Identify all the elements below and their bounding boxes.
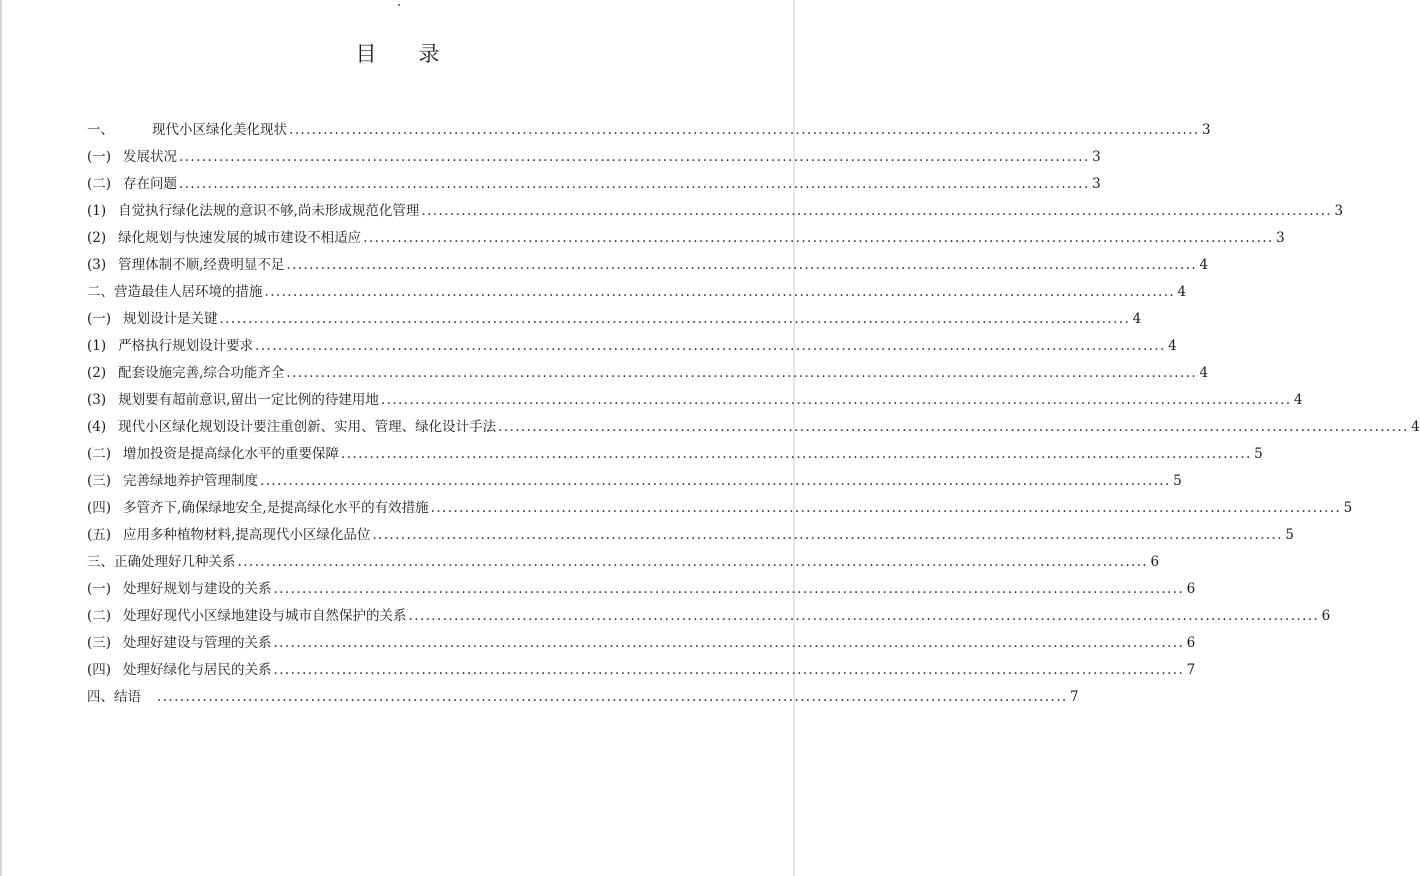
toc-entry-page-number: 5: [1343, 500, 1353, 516]
toc-entry-page-number: 4: [1168, 338, 1177, 354]
toc-dot-leader: ................................................................................................................................................................: [498, 419, 1409, 435]
toc-entry[interactable]: [87, 658, 1196, 685]
toc-entry[interactable]: [87, 496, 1353, 523]
toc-entry[interactable]: [87, 388, 1303, 415]
toc-entry-page-number: 4: [1293, 392, 1303, 408]
toc-entry-label: 处理好规划与建设的关系: [123, 581, 272, 597]
toc-entry-label: 应用多种植物材料,提高现代小区绿化品位: [123, 527, 371, 543]
toc-entry-page-number: 6: [1321, 608, 1331, 624]
toc-dot-leader: ................................................................................................................................................................: [286, 365, 1198, 381]
toc-dot-leader: ................................................................................................................................................................: [286, 257, 1198, 273]
toc-dot-leader: ................................................................................................................................................................: [273, 581, 1185, 597]
toc-entry[interactable]: [87, 685, 1079, 712]
toc-entry-label: 存在问题: [123, 176, 178, 192]
toc-entry-number: (五): [87, 527, 112, 543]
toc-entry-label: 自觉执行绿化法规的意识不够,尚未形成规范化管理: [118, 203, 420, 219]
toc-dot-leader: ................................................................................................................................................................: [179, 176, 1090, 192]
toc-entry-number: (一): [87, 581, 112, 597]
toc-entry-label: 现代小区绿化规划设计要注重创新、实用、管理、绿化设计手法: [118, 419, 497, 435]
toc-entry-number: (1): [87, 338, 107, 354]
toc-entry-number: (4): [87, 419, 107, 435]
toc-entry-number: (3): [87, 392, 107, 408]
toc-entry[interactable]: [87, 442, 1263, 469]
toc-dot-leader: ................................................................................................................................................................: [260, 473, 1171, 489]
toc-entry-number: (二): [87, 446, 112, 462]
toc-entry-label: 严格执行规划设计要求: [118, 338, 254, 354]
toc-entry-number: 一、: [87, 122, 114, 138]
toc-entry-number: 四、: [87, 689, 114, 705]
toc-dot-leader: ................................................................................................................................................................: [430, 500, 1342, 516]
toc-entry-number: (一): [87, 149, 112, 165]
toc-entry[interactable]: [87, 361, 1209, 388]
page-title: 目录: [355, 42, 482, 66]
toc-entry[interactable]: [87, 469, 1182, 496]
toc-entry-page-number: 6: [1186, 581, 1196, 597]
toc-entry-page-number: 4: [1177, 284, 1187, 300]
toc-entry[interactable]: [87, 415, 1420, 442]
toc-entry-page-number: 3: [1092, 176, 1101, 192]
toc-dot-leader: ................................................................................................................................................................: [372, 527, 1283, 543]
toc-entry-label: 规划要有超前意识,留出一定比例的待建用地: [118, 392, 379, 408]
toc-entry[interactable]: [87, 523, 1294, 550]
toc-entry[interactable]: [87, 172, 1101, 199]
toc-entry-number: (二): [87, 176, 112, 192]
toc-entry[interactable]: [87, 577, 1196, 604]
toc-entry-page-number: 6: [1186, 635, 1196, 651]
toc-entry-number: (1): [87, 203, 107, 219]
toc-entry-label: 处理好建设与管理的关系: [123, 635, 272, 651]
toc-entry-label: 营造最佳人居环境的措施: [114, 284, 263, 300]
toc-entry-page-number: 3: [1092, 149, 1101, 165]
toc-dot-leader: ................................................................................................................................................................: [179, 149, 1090, 165]
toc-entry-label: 结语: [114, 689, 141, 705]
toc-dot-leader: ................................................................................................................................................................: [255, 338, 1166, 354]
toc-entry-number: (2): [87, 230, 107, 246]
toc-entry[interactable]: [87, 226, 1285, 253]
toc-entry-label: 处理好绿化与居民的关系: [123, 662, 272, 678]
toc-entry-label: 完善绿地养护管理制度: [123, 473, 259, 489]
toc-dot-leader: ................................................................................................................................................................: [264, 284, 1176, 300]
toc-entry-number: (二): [87, 608, 112, 624]
toc-entry[interactable]: [87, 604, 1331, 631]
toc-entry-number: 二、: [87, 284, 114, 300]
toc-entry[interactable]: [87, 280, 1187, 307]
toc-entry-page-number: 7: [1186, 662, 1196, 678]
toc-entry-label: 规划设计是关键: [123, 311, 218, 327]
toc-entry-label: 处理好现代小区绿地建设与城市自然保护的关系: [123, 608, 407, 624]
toc-entry-page-number: 7: [1070, 689, 1079, 705]
toc-entry-page-number: 4: [1132, 311, 1142, 327]
toc-entry-label: 管理体制不顺,经费明显不足: [118, 257, 285, 273]
toc-dot-leader: ................................................................................................................................................................: [219, 311, 1131, 327]
toc-entry-number: (2): [87, 365, 107, 381]
toc-entry-page-number: 4: [1199, 365, 1209, 381]
toc-entry-page-number: 3: [1276, 230, 1285, 246]
toc-entry-label: 绿化规划与快速发展的城市建设不相适应: [118, 230, 362, 246]
toc-entry-page-number: 3: [1202, 122, 1211, 138]
toc-dot-leader: ................................................................................................................................................................: [363, 230, 1274, 246]
page-edge-left: [0, 0, 2, 876]
toc-entry-page-number: 4: [1411, 419, 1420, 435]
toc-dot-leader: ................................................................................................................................................................: [273, 635, 1185, 651]
toc-entry[interactable]: [87, 118, 1211, 145]
toc-dot-leader: ................................................................................................................................................................: [237, 554, 1149, 570]
toc-dot-leader: ................................................................................................................................................................: [380, 392, 1292, 408]
toc-dot-leader: ................................................................................................................................................................: [273, 662, 1185, 678]
toc-entry[interactable]: [87, 631, 1196, 658]
toc-entry-page-number: 5: [1285, 527, 1294, 543]
toc-entry[interactable]: [87, 334, 1177, 361]
toc-entry-number: (四): [87, 500, 112, 516]
toc-entry[interactable]: [87, 253, 1209, 280]
toc-entry-page-number: 5: [1254, 446, 1263, 462]
page-marker-dot: [398, 4, 400, 6]
toc-entry-label: 现代小区绿化美化现状: [152, 122, 287, 138]
toc-dot-leader: ................................................................................................................................................................: [421, 203, 1333, 219]
toc-entry-page-number: 5: [1173, 473, 1182, 489]
toc-entry-number: 三、: [87, 554, 114, 570]
toc-dot-leader: ................................................................................................................................................................: [289, 122, 1200, 138]
toc-entry-page-number: 3: [1334, 203, 1344, 219]
toc-entry-label: 正确处理好几种关系: [114, 554, 236, 570]
toc-dot-leader: ................................................................................................................................................................: [408, 608, 1320, 624]
toc-entry-page-number: 6: [1150, 554, 1160, 570]
toc-entry-number: (3): [87, 257, 107, 273]
toc-entry-number: (三): [87, 635, 112, 651]
toc-entry[interactable]: [87, 550, 1160, 577]
table-of-contents: [87, 118, 1420, 712]
toc-entry-number: (三): [87, 473, 112, 489]
toc-entry[interactable]: [87, 307, 1142, 334]
toc-entry-number: (一): [87, 311, 112, 327]
toc-entry-number: (四): [87, 662, 112, 678]
toc-dot-leader: ................................................................................................................................................................: [157, 689, 1068, 705]
toc-entry[interactable]: [87, 145, 1101, 172]
toc-entry-label: 多管齐下,确保绿地安全,是提高绿化水平的有效措施: [123, 500, 429, 516]
toc-entry-label: 增加投资是提高绿化水平的重要保障: [123, 446, 340, 462]
toc-entry[interactable]: [87, 199, 1344, 226]
toc-entry-page-number: 4: [1199, 257, 1209, 273]
toc-entry-label: 配套设施完善,综合功能齐全: [118, 365, 285, 381]
toc-entry-label: 发展状况: [123, 149, 178, 165]
toc-dot-leader: ................................................................................................................................................................: [341, 446, 1252, 462]
